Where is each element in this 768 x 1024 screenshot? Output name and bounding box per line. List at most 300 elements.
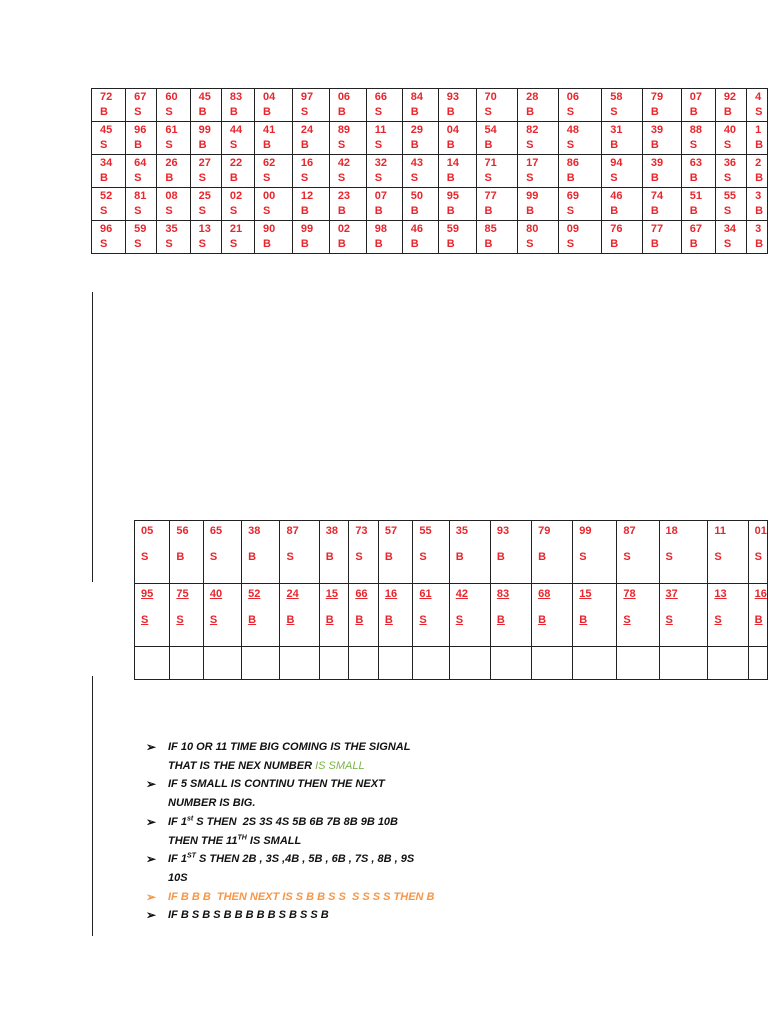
bottom-table-cell [748,584,767,647]
cell-letter: S [623,614,631,626]
cell-letter: B [755,172,764,184]
cell-number: 95 [446,190,459,202]
rule-1-line-1: IF 10 OR 11 TIME BIG COMING IS THE SIGNAL [168,741,411,753]
rule-3-line-2: THEN THE 11TH IS SMALL [168,833,302,847]
cell-number: 65 [209,525,223,537]
bottom-table-cell [203,521,241,584]
cell-number: 93 [446,91,459,103]
bottom-table-cell [573,521,617,584]
cell-letter: B [374,205,383,217]
cell-letter: B [538,614,547,626]
cell-number: 11 [714,525,727,537]
cell-letter: S [141,614,149,626]
cell-letter: S [455,614,464,626]
cell-number: 99 [300,223,314,235]
top-table-cell [602,155,643,188]
top-table-cell [126,188,157,221]
top-table-row [92,89,768,122]
top-table-cell [715,188,746,221]
top-table-cell [642,155,681,188]
cell-number: 04 [446,124,459,136]
bottom-table-row [135,521,768,584]
bottom-table-cell [319,521,349,584]
cell-letter: S [134,172,142,184]
cell-letter: S [165,139,173,151]
cell-letter: S [300,106,309,118]
cell-letter: S [337,139,346,151]
top-table-cell [642,188,681,221]
cell-letter: B [446,139,455,151]
rule-item-6 [146,906,506,925]
cell-number: 67 [689,223,702,235]
cell-letter: B [325,551,334,563]
top-table-cell [518,188,559,221]
cell-letter: S [526,172,534,184]
cell-number: 61 [419,588,432,600]
cell-letter: B [229,106,238,118]
cell-letter: S [610,172,618,184]
bottom-table-row [135,584,768,647]
cell-number: 59 [446,223,459,235]
cell-number: 26 [165,157,178,169]
cell-number: 87 [286,525,299,537]
top-table-cell [126,122,157,155]
top-table-row [92,122,768,155]
cell-number: 56 [176,525,189,537]
bottom-table-cell [617,521,659,584]
bottom-table-cell [708,521,748,584]
cell-letter: B [337,238,346,250]
top-table-cell [558,188,601,221]
bottom-table-cell [617,584,659,647]
top-table-cell [190,122,221,155]
cell-letter: S [755,106,763,118]
bottom-table-cell [532,584,573,647]
cell-number: 51 [689,190,702,202]
cell-number: 93 [496,525,510,537]
cell-letter: B [198,106,207,118]
cell-letter: S [198,238,206,250]
cell-number: 61 [165,124,178,136]
bottom-table-cell [413,584,449,647]
cell-letter: S [566,106,575,118]
cell-number: 28 [526,91,539,103]
cell-letter: B [484,205,493,217]
bottom-table-cell [242,584,280,647]
bottom-table-cell [659,521,708,584]
cell-letter: B [300,205,309,217]
top-table-cell [157,122,190,155]
top-table-cell [602,221,643,254]
bottom-table-cell [280,521,319,584]
cell-letter: B [566,172,575,184]
cell-letter: S [419,551,427,563]
top-table-cell [402,122,438,155]
cell-number: 92 [723,91,737,103]
bottom-table-cell [170,521,203,584]
cell-number: 1 [755,124,762,136]
cell-number: 54 [484,124,497,136]
top-table-cell [476,122,518,155]
cell-letter: S [754,551,762,563]
cell-letter: S [165,205,173,217]
cell-letter: S [209,614,218,626]
rule-item-5 [146,888,506,907]
bottom-table-cell [449,584,490,647]
cell-number: 13 [198,223,211,235]
cell-number: 60 [165,91,178,103]
cell-number: 35 [455,525,468,537]
cell-letter: B [650,139,659,151]
bottom-table-empty-cell [349,647,379,680]
arrow-bullet-icon: ➢ [146,740,157,754]
bottom-table-cell [349,584,379,647]
top-table-cell [402,188,438,221]
cell-letter: S [134,238,142,250]
top-table-cell [715,89,746,122]
cell-number: 07 [689,91,702,103]
cell-number: 02 [337,223,351,235]
margin-line-upper [92,292,93,582]
cell-letter: S [714,551,722,563]
cell-letter: S [100,139,108,151]
top-table-cell [681,89,715,122]
cell-letter: B [410,205,419,217]
cell-number: 70 [484,91,497,103]
cell-number: 99 [198,124,211,136]
cell-letter: S [665,551,673,563]
top-table-cell [329,89,366,122]
top-table-cell [366,155,402,188]
top-table-cell [190,188,221,221]
cell-letter: S [176,614,184,626]
cell-number: 62 [263,157,276,169]
top-table-cell [518,221,559,254]
cell-number: 57 [384,525,398,537]
top-table-cell [476,221,518,254]
cell-letter: B [374,238,383,250]
cell-letter: B [610,205,619,217]
cell-letter: S [229,238,238,250]
cell-letter: B [325,614,334,626]
cell-letter: S [714,614,722,626]
top-table-cell [438,155,476,188]
top-table-cell [366,221,402,254]
cell-number: 18 [665,525,678,537]
top-number-table [91,88,768,254]
top-table-cell [221,155,254,188]
top-table-cell [255,221,293,254]
rule-2-line-2: NUMBER IS BIG. [168,797,256,810]
cell-number: 55 [723,190,737,202]
cell-letter: B [198,139,207,151]
bottom-table-empty-cell [748,647,767,680]
cell-number: 34 [723,223,737,235]
cell-number: 05 [141,525,154,537]
cell-letter: B [538,551,547,563]
cell-number: 86 [566,157,580,169]
cell-letter: S [229,205,238,217]
cell-number: 06 [566,91,580,103]
cell-number: 59 [134,223,147,235]
cell-letter: S [229,139,238,151]
cell-number: 21 [229,223,243,235]
arrow-bullet-icon: ➢ [146,852,157,867]
cell-number: 29 [410,124,423,136]
bottom-table-empty-cell [135,647,170,680]
cell-letter: S [723,172,732,184]
rule-2-line-1: IF 5 SMALL IS CONTINU THEN THE NEXT [168,778,385,791]
top-table-cell [366,122,402,155]
bottom-table-cell [135,584,170,647]
cell-letter: S [286,551,294,563]
cell-letter: S [100,238,108,250]
bottom-table-empty-cell [203,647,241,680]
cell-letter: B [446,172,455,184]
top-table-cell [438,188,476,221]
top-table-cell [715,155,746,188]
cell-number: 74 [650,190,664,202]
top-table-cell [292,188,329,221]
top-table-cell [476,155,518,188]
cell-number: 83 [496,588,510,600]
cell-number: 39 [650,157,664,169]
cell-number: 37 [665,588,678,600]
cell-number: 88 [689,124,702,136]
cell-letter: S [665,614,673,626]
cell-letter: B [446,106,455,118]
cell-number: 44 [229,124,243,136]
cell-letter: S [263,205,271,217]
cell-number: 76 [610,223,623,235]
cell-number: 16 [384,588,398,600]
top-table-cell [157,155,190,188]
top-table-cell [402,155,438,188]
cell-letter: B [300,139,309,151]
cell-letter: B [610,139,619,151]
cell-number: 35 [165,223,178,235]
top-table-cell [292,122,329,155]
rule-item-4 [146,850,506,887]
top-table-cell [518,155,559,188]
cell-number: 42 [455,588,468,600]
cell-number: 77 [484,190,497,202]
cell-number: 80 [526,223,539,235]
bottom-table-cell [203,584,241,647]
cell-letter: B [134,139,143,151]
cell-letter: S [198,205,206,217]
top-table-cell [92,122,126,155]
cell-number: 07 [374,190,387,202]
bottom-table-cell [573,584,617,647]
bottom-table-empty-cell [242,647,280,680]
cell-letter: B [410,238,419,250]
cell-number: 50 [410,190,423,202]
top-table-cell [92,155,126,188]
cell-number: 98 [374,223,387,235]
bottom-table-empty-cell [319,647,349,680]
rules-list [146,738,506,925]
cell-number: 45 [198,91,211,103]
cell-letter: B [229,172,238,184]
cell-letter: S [526,238,534,250]
bottom-table-empty-cell [573,647,617,680]
rule-1-highlight: IS SMALL [315,759,365,772]
cell-number: 69 [566,190,580,202]
cell-letter: S [526,139,534,151]
cell-number: 52 [248,588,261,600]
top-table-cell [366,188,402,221]
cell-letter: B [446,238,455,250]
top-table-cell [747,188,768,221]
cell-letter: S [723,238,732,250]
cell-number: 13 [714,588,727,600]
cell-number: 16 [300,157,314,169]
cell-letter: S [484,172,492,184]
top-table-cell [255,155,293,188]
bottom-table-cell [413,521,449,584]
cell-letter: B [286,614,295,626]
cell-letter: B [484,238,493,250]
cell-letter: B [355,614,364,626]
bottom-table-empty-row [135,647,768,680]
cell-number: 09 [566,223,580,235]
top-table-cell [518,122,559,155]
cell-letter: B [755,139,764,151]
bottom-table-cell [659,584,708,647]
cell-number: 77 [650,223,664,235]
top-table-cell [438,122,476,155]
cell-number: 24 [300,124,314,136]
cell-number: 01 [754,525,767,537]
cell-number: 64 [134,157,147,169]
cell-number: 96 [134,124,147,136]
top-table-cell [642,89,681,122]
cell-letter: B [248,551,257,563]
top-table-cell [329,122,366,155]
cell-letter: S [141,551,149,563]
cell-number: 99 [526,190,539,202]
bottom-table-cell [490,521,531,584]
top-table-cell [558,221,601,254]
cell-letter: B [455,551,464,563]
cell-number: 45 [100,124,113,136]
cell-letter: S [355,551,363,563]
cell-letter: S [610,106,618,118]
bottom-table-empty-cell [532,647,573,680]
cell-number: 99 [579,525,592,537]
cell-number: 82 [526,124,539,136]
cell-letter: B [446,205,455,217]
cell-letter: B [689,106,698,118]
cell-number: 52 [100,190,113,202]
cell-letter: S [134,106,142,118]
cell-letter: S [723,205,732,217]
cell-number: 39 [650,124,664,136]
top-table-cell [92,89,126,122]
cell-letter: S [419,614,427,626]
cell-letter: B [650,238,659,250]
cell-number: 67 [134,91,147,103]
cell-number: 79 [650,91,664,103]
rule-item-3 [146,813,506,850]
cell-number: 06 [337,91,351,103]
cell-number: 36 [723,157,737,169]
cell-letter: B [248,614,257,626]
top-table-cell [126,221,157,254]
cell-number: 04 [263,91,276,103]
top-table-cell [602,89,643,122]
bottom-table-cell [378,521,412,584]
cell-number: 42 [337,157,351,169]
cell-number: 84 [410,91,423,103]
cell-number: 23 [337,190,351,202]
bottom-number-table [134,520,768,680]
rule-item-2 [146,775,506,812]
bottom-table-empty-cell [708,647,748,680]
top-table-cell [329,221,366,254]
cell-letter: B [755,205,764,217]
cell-number: 12 [300,190,314,202]
cell-letter: S [198,172,206,184]
top-table-cell [329,155,366,188]
cell-letter: B [384,614,393,626]
bottom-table-empty-cell [659,647,708,680]
cell-number: 78 [623,588,636,600]
cell-number: 89 [337,124,351,136]
cell-letter: B [689,205,698,217]
cell-letter: S [165,238,173,250]
cell-letter: B [579,614,588,626]
cell-letter: B [263,106,271,118]
top-table-cell [642,221,681,254]
cell-letter: S [723,139,732,151]
cell-letter: S [100,205,108,217]
cell-number: 24 [286,588,299,600]
top-table-cell [190,155,221,188]
bottom-table-cell [242,521,280,584]
cell-number: 55 [419,525,432,537]
bottom-table-cell [449,521,490,584]
rule-4-line-2: 10S [168,871,188,884]
cell-number: 79 [538,525,551,537]
rule-item-1 [146,738,506,775]
cell-number: 96 [100,223,113,235]
top-table-cell [157,89,190,122]
cell-letter: B [263,139,271,151]
bottom-table-empty-cell [449,647,490,680]
cell-number: 31 [610,124,623,136]
top-table-cell [292,155,329,188]
cell-letter: B [689,238,698,250]
top-table-cell [602,122,643,155]
cell-number: 34 [100,157,113,169]
top-table-cell [402,221,438,254]
cell-number: 27 [198,157,211,169]
top-table-cell [558,89,601,122]
rule-1-line-2 [168,757,506,776]
bottom-table-cell [349,521,379,584]
cell-number: 46 [610,190,623,202]
cell-letter: S [263,172,271,184]
top-table-cell [126,89,157,122]
cell-number: 00 [263,190,276,202]
bottom-table-cell [170,584,203,647]
rule-6-line-1: IF B S B S B B B B B S B S S B [168,909,329,922]
cell-number: 95 [141,588,154,600]
bottom-table-empty-cell [170,647,203,680]
bottom-table-cell [319,584,349,647]
